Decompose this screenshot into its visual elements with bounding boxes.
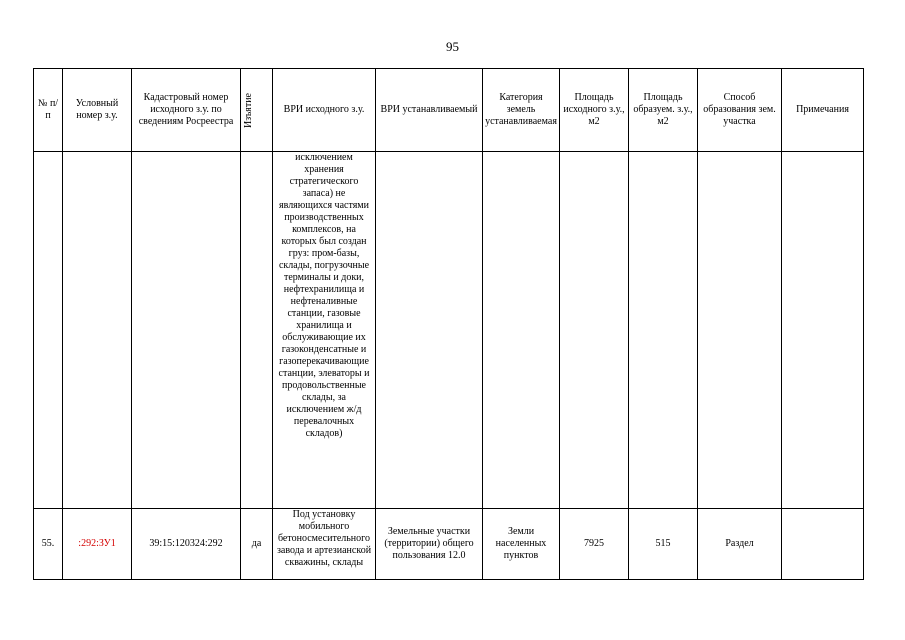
header-num: № п/п: [34, 69, 63, 152]
cell-vri-set: Земельные участки (территории) общего пользования 12.0: [376, 509, 483, 580]
header-method: Способ образования зем. участка: [698, 69, 782, 152]
cell-area-new: 515: [629, 509, 698, 580]
cell-empty: [376, 152, 483, 509]
land-plot-table: [33, 68, 864, 580]
header-vri-source: ВРИ исходного з.у.: [273, 69, 376, 152]
cell-empty: [698, 152, 782, 509]
header-seizure: Изъятие: [243, 92, 254, 128]
header-vri-set: ВРИ устанавливаемый: [376, 69, 483, 152]
cell-vri-source-continued: исключением хранения стратегического запаса) не являющихся частями производственных комплексов, на которых был создан груз: пром-базы, склады, погрузочные терминалы и доки, нефтехранилища и нефтеналивные станции, газовые хранилища и обслуживающие их газоконденсатные и газоперекачивающие станции, элеваторы и продовольственные склады, за исключением ж/д перевалочных складов): [273, 152, 376, 509]
cell-num: 55.: [34, 509, 63, 580]
header-category: Категория земель устанавливаемая: [483, 69, 560, 152]
cell-empty: [560, 152, 629, 509]
cell-notes: [782, 509, 864, 580]
cell-empty: [241, 152, 273, 509]
cell-cadastral: 39:15:120324:292: [132, 509, 241, 580]
cell-empty: [63, 152, 132, 509]
cell-seizure: да: [241, 509, 273, 580]
cell-empty: [132, 152, 241, 509]
header-area-src: Площадь исходного з.у., м2: [560, 69, 629, 152]
cell-category: Земли населенных пунктов: [483, 509, 560, 580]
header-area-new: Площадь образуем. з.у., м2: [629, 69, 698, 152]
cell-empty: [782, 152, 864, 509]
header-notes: Примечания: [782, 69, 864, 152]
header-seizure-cell: [241, 69, 273, 152]
cell-empty: [483, 152, 560, 509]
cell-area-src: 7925: [560, 509, 629, 580]
header-cond-num: Условный номер з.у.: [63, 69, 132, 152]
cell-empty: [629, 152, 698, 509]
cell-cond-num: :292:ЗУ1: [63, 509, 132, 580]
page-number: 95: [446, 39, 459, 54]
cell-vri-source: Под установку мобильного бетоносмесительного завода и артезианской скважины, склады: [273, 509, 376, 580]
cell-empty: [34, 152, 63, 509]
cell-method: Раздел: [698, 509, 782, 580]
table-row: [34, 152, 864, 509]
header-cadastral: Кадастровый номер исходного з.у. по сведениям Росреестра: [132, 69, 241, 152]
table-row: [34, 509, 864, 580]
table-header-row: [34, 69, 864, 152]
